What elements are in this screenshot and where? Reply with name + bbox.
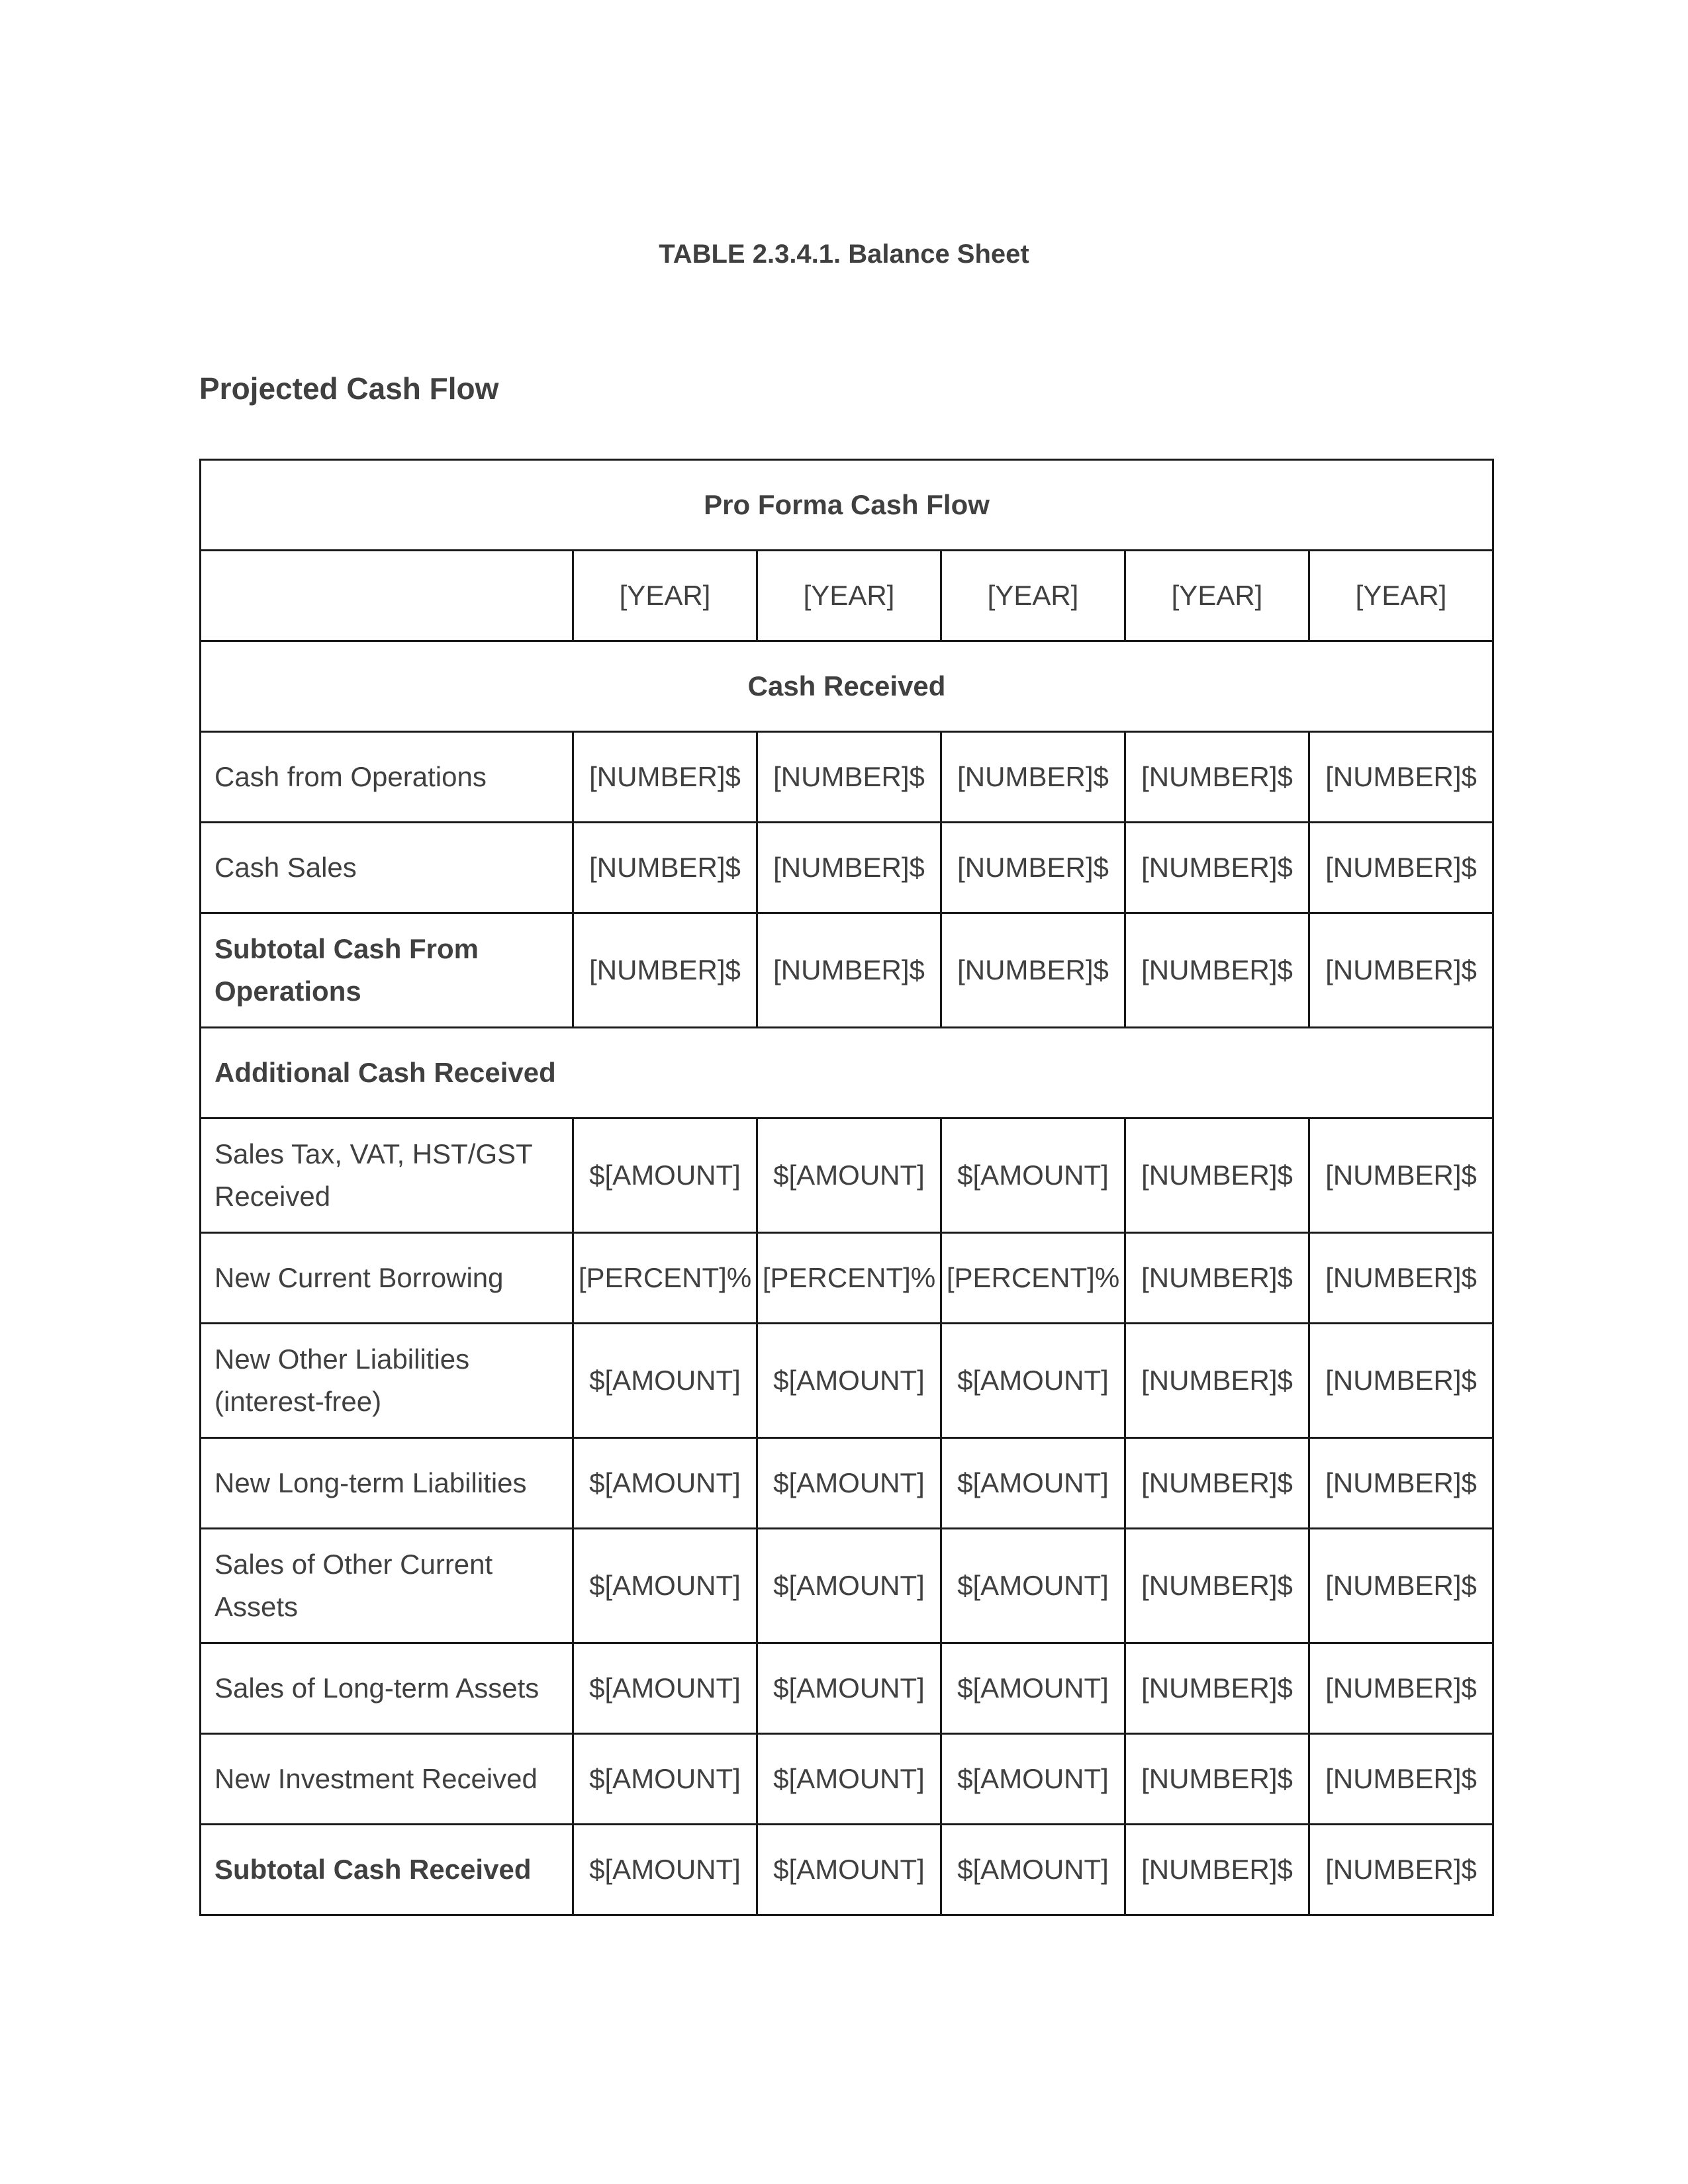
cell-value: $[AMOUNT] xyxy=(573,1118,757,1233)
cell-value: [NUMBER]$ xyxy=(1309,1734,1493,1825)
cell-value: [NUMBER]$ xyxy=(1309,732,1493,823)
cell-value: $[AMOUNT] xyxy=(941,1529,1125,1643)
cell-value: [NUMBER]$ xyxy=(1125,1734,1309,1825)
cell-value: [PERCENT]% xyxy=(757,1233,941,1324)
table-row xyxy=(201,1324,1493,1438)
cell-value: [NUMBER]$ xyxy=(1309,1529,1493,1643)
year-header: [YEAR] xyxy=(757,551,941,641)
cell-value: $[AMOUNT] xyxy=(573,1825,757,1915)
cell-value: [NUMBER]$ xyxy=(573,732,757,823)
cell-value: [NUMBER]$ xyxy=(1309,823,1493,913)
cell-value: $[AMOUNT] xyxy=(757,1324,941,1438)
year-header-row xyxy=(201,551,1493,641)
cell-value: [NUMBER]$ xyxy=(1309,1643,1493,1734)
cell-value: $[AMOUNT] xyxy=(941,1734,1125,1825)
table-title-row xyxy=(201,460,1493,551)
cell-value: $[AMOUNT] xyxy=(573,1643,757,1734)
cell-value: [NUMBER]$ xyxy=(1125,732,1309,823)
table-caption: TABLE 2.3.4.1. Balance Sheet xyxy=(659,240,1029,269)
cell-value: $[AMOUNT] xyxy=(573,1529,757,1643)
cell-value: $[AMOUNT] xyxy=(757,1825,941,1915)
table-row xyxy=(201,1118,1493,1233)
cell-value: [NUMBER]$ xyxy=(1125,1438,1309,1529)
row-label: Sales of Other Current Assets xyxy=(201,1529,573,1643)
section-heading: Projected Cash Flow xyxy=(199,371,499,406)
table-row xyxy=(201,1734,1493,1825)
pro-forma-cash-flow-table xyxy=(199,459,1494,1916)
row-label: Cash from Operations xyxy=(201,732,573,823)
cell-value: $[AMOUNT] xyxy=(573,1438,757,1529)
row-label: Subtotal Cash Received xyxy=(201,1825,573,1915)
cell-value: $[AMOUNT] xyxy=(573,1324,757,1438)
cell-value: [NUMBER]$ xyxy=(757,913,941,1028)
table-row xyxy=(201,1529,1493,1643)
row-label: Sales Tax, VAT, HST/GST Received xyxy=(201,1118,573,1233)
cell-value: [NUMBER]$ xyxy=(573,823,757,913)
cell-value: [PERCENT]% xyxy=(941,1233,1125,1324)
cell-value: $[AMOUNT] xyxy=(941,1643,1125,1734)
table-row xyxy=(201,823,1493,913)
cell-value: [NUMBER]$ xyxy=(941,732,1125,823)
table-row xyxy=(201,732,1493,823)
cell-value: $[AMOUNT] xyxy=(941,1324,1125,1438)
row-label: New Investment Received xyxy=(201,1734,573,1825)
row-label: Subtotal Cash From Operations xyxy=(201,913,573,1028)
cell-value: [PERCENT]% xyxy=(573,1233,757,1324)
cell-value: $[AMOUNT] xyxy=(757,1118,941,1233)
cell-value: [NUMBER]$ xyxy=(1309,1324,1493,1438)
subtotal-row xyxy=(201,913,1493,1028)
year-header: [YEAR] xyxy=(573,551,757,641)
cell-value: $[AMOUNT] xyxy=(757,1643,941,1734)
cell-value: [NUMBER]$ xyxy=(1125,1529,1309,1643)
cell-value: [NUMBER]$ xyxy=(1309,913,1493,1028)
table-title: Pro Forma Cash Flow xyxy=(201,460,1493,551)
cell-value: $[AMOUNT] xyxy=(941,1118,1125,1233)
cell-value: [NUMBER]$ xyxy=(1125,1233,1309,1324)
cell-value: [NUMBER]$ xyxy=(1125,913,1309,1028)
cell-value: $[AMOUNT] xyxy=(573,1734,757,1825)
cell-value: [NUMBER]$ xyxy=(1125,1825,1309,1915)
cell-value: [NUMBER]$ xyxy=(757,823,941,913)
section-label: Cash Received xyxy=(201,641,1493,732)
cell-value: [NUMBER]$ xyxy=(1125,1118,1309,1233)
cell-value: [NUMBER]$ xyxy=(941,913,1125,1028)
cell-value: [NUMBER]$ xyxy=(1125,823,1309,913)
table-row xyxy=(201,1643,1493,1734)
cell-value: [NUMBER]$ xyxy=(941,823,1125,913)
cell-value: [NUMBER]$ xyxy=(1125,1324,1309,1438)
row-label: New Current Borrowing xyxy=(201,1233,573,1324)
cell-value: [NUMBER]$ xyxy=(1309,1438,1493,1529)
cell-value: [NUMBER]$ xyxy=(1309,1233,1493,1324)
row-label: New Long-term Liabilities xyxy=(201,1438,573,1529)
cell-value: [NUMBER]$ xyxy=(1309,1118,1493,1233)
year-header: [YEAR] xyxy=(1309,551,1493,641)
cell-value: $[AMOUNT] xyxy=(757,1734,941,1825)
subtotal-row xyxy=(201,1825,1493,1915)
row-label: New Other Liabilities (interest-free) xyxy=(201,1324,573,1438)
cell-value: [NUMBER]$ xyxy=(1309,1825,1493,1915)
section-row-additional xyxy=(201,1028,1493,1118)
year-header: [YEAR] xyxy=(941,551,1125,641)
cell-value: [NUMBER]$ xyxy=(1125,1643,1309,1734)
cell-value: $[AMOUNT] xyxy=(941,1438,1125,1529)
section-row-cash-received xyxy=(201,641,1493,732)
row-label: Cash Sales xyxy=(201,823,573,913)
cell-value: [NUMBER]$ xyxy=(573,913,757,1028)
year-header: [YEAR] xyxy=(1125,551,1309,641)
cell-value: [NUMBER]$ xyxy=(757,732,941,823)
cell-value: $[AMOUNT] xyxy=(941,1825,1125,1915)
table-row xyxy=(201,1438,1493,1529)
section-label: Additional Cash Received xyxy=(201,1028,1493,1118)
cell-value: $[AMOUNT] xyxy=(757,1529,941,1643)
table-row xyxy=(201,1233,1493,1324)
cell-value: $[AMOUNT] xyxy=(757,1438,941,1529)
row-label: Sales of Long-term Assets xyxy=(201,1643,573,1734)
empty-header-cell xyxy=(201,551,573,641)
